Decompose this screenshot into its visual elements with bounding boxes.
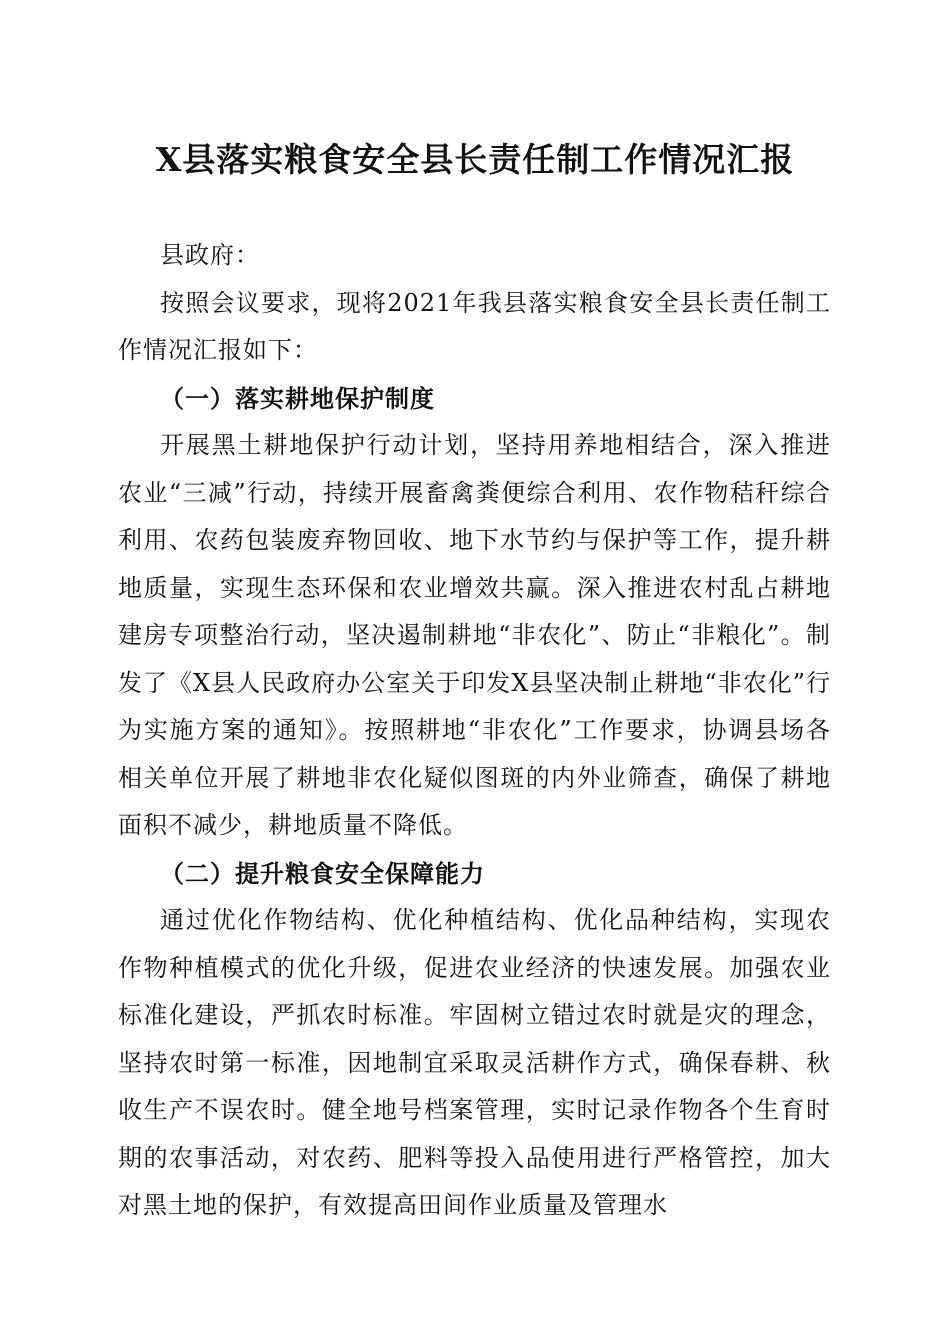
- document-title: X县落实粮食安全县长责任制工作情况汇报: [155, 140, 795, 179]
- salutation: 县政府：: [160, 241, 260, 269]
- section-1-heading: （一）落实耕地保护制度: [160, 383, 435, 413]
- section-2-paragraph: 通过优化作物结构、优化种植结构、优化品种结构，实现农作物种植模式的优化升级，促进农业经济的快速发展。加强农业标准化建设，严抓农时标准。牢固树立错过农时就是灾的理念，坚持农时第一标准，因地制宜采取灵活耕作方式，确保春耕、秋收生产不误农时。健全地号档案管理，实时记录作物各个生育时期的农事活动，对农药、肥料等投入品使用进行严格管控，加大对黑土地的保护，有效提高田间作业质量及管理水: [118, 906, 831, 1219]
- document-body: [118, 232, 831, 1230]
- intro-paragraph: 按照会议要求，现将2021年我县落实粮食安全县长责任制工作情况汇报如下：: [118, 288, 831, 364]
- section-2-heading: （二）提升粮食安全保障能力: [160, 858, 485, 888]
- section-1-paragraph: 开展黑土耕地保护行动计划，坚持用养地相结合，深入推进农业“三减”行动，持续开展畜禽粪便综合利用、农作物秸秆综合利用、农药包装废弃物回收、地下水节约与保护等工作，提升耕地质量，实现生态环保和农业增效共赢。深入推进农村乱占耕地建房专项整治行动，坚决遏制耕地“非农化”、防止“非粮化”。制发了《X县人民政府办公室关于印发X县坚决制止耕地“非农化”行为实施方案的通知》。按照耕地“非农化”工作要求，协调县场各相关单位开展了耕地非农化疑似图斑的内外业筛查，确保了耕地面积不减少，耕地质量不降低。: [118, 431, 831, 839]
